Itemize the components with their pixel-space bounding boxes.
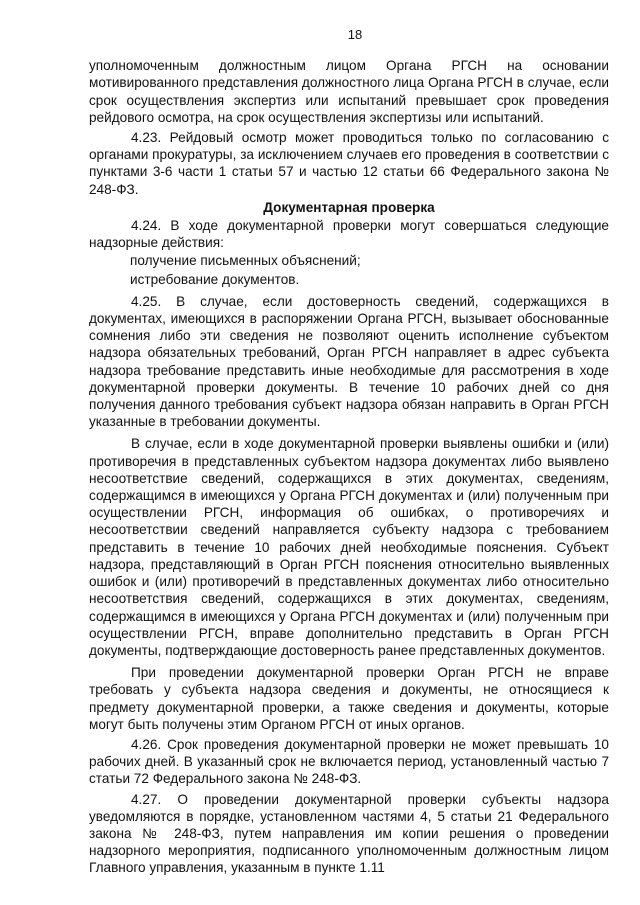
paragraph-4-23: 4.23. Рейдовый осмотр может проводиться только по согласованию с органами прокуратуры, за исключением случаев его проведения в соответствии с пунктами 3-6 части 1 статьи 57 и частью 12 статьи 66 Федерального закона № 248-ФЗ. xyxy=(89,130,609,197)
section-heading: Документарная проверка xyxy=(263,199,435,215)
paragraph-4-26: 4.26. Срок проведения документарной проверки не может превышать 10 рабочих дней. В указанный срок не включается период, установленный частью 7 статьи 72 Федерального закона № 248-ФЗ. xyxy=(89,736,609,787)
list-item-explanations: получение письменных объяснений; xyxy=(130,253,361,269)
paragraph-4-27: 4.27. О проведении документарной проверки субъекты надзора уведомляются в порядке, установленном частями 4, 5 статьи 21 Федерального закона № 248-ФЗ, путем направления им копии решения о проведении надзорного мероприятия, подписанного уполномоченным должностным лицом Главного управления, указанным в пункте 1.11 xyxy=(89,791,609,876)
paragraph-4-25: 4.25. В случае, если достоверность сведений, содержащихся в документах, имеющихся в распоряжении Органа РГСН, вызывает обоснованные сомнения либо эти сведения не позволяют оценить исполнение субъектом надзора обязательных требований, Орган РГСН направляет в адрес субъекта надзора требование представить иные необходимые для рассмотрения в ходе документарной проверки документы. В течение 10 рабочих дней со дня получения данного требования субъект надзора обязан направить в Орган РГСН указанные в требовании документы. xyxy=(89,293,609,430)
list-item-documents: истребование документов. xyxy=(130,271,300,287)
page-number: 18 xyxy=(347,27,363,42)
paragraph-continuation: уполномоченным должностным лицом Органа РГСН на основании мотивированного представления должностного лица Органа РГСН в случае, если срок осуществления экспертиз или испытаний превышает срок проведения рейдового осмотра, на срок осуществления экспертизы или испытаний. xyxy=(89,58,609,125)
paragraph-restrictions: При проведении документарной проверки Орган РГСН не вправе требовать у субъекта надзора сведения и документы, не относящиеся к предмету документарной проверки, а также сведения и документы, которые могут быть получены этим Органом РГСН от иных органов. xyxy=(89,665,609,732)
paragraph-4-24: 4.24. В ходе документарной проверки могут совершаться следующие надзорные действия: xyxy=(89,218,609,251)
paragraph-errors: В случае, если в ходе документарной проверки выявлены ошибки и (или) противоречия в представленных субъектом надзора документах либо выявлено несоответствие сведений, содержащихся в этих документах, сведениям, содержащимся в имеющихся у Органа РГСН документах и (или) полученным при осуществлении РГСН, информация об ошибках, о противоречиях и несоответствии сведений направляется субъекту надзора с требованием представить в течение 10 рабочих дней необходимые пояснения. Субъект надзора, представляющий в Орган РГСН пояснения относительно выявленных ошибок и (или) противоречий в представленных документах либо относительно несоответствия сведений, содержащихся в этих документах, сведениям, содержащимся в имеющихся у Органа РГСН документах и (или) полученным при осуществлении РГСН, вправе дополнительно представить в Орган РГСН документы, подтверждающие достоверность ранее представленных документов. xyxy=(89,436,609,658)
